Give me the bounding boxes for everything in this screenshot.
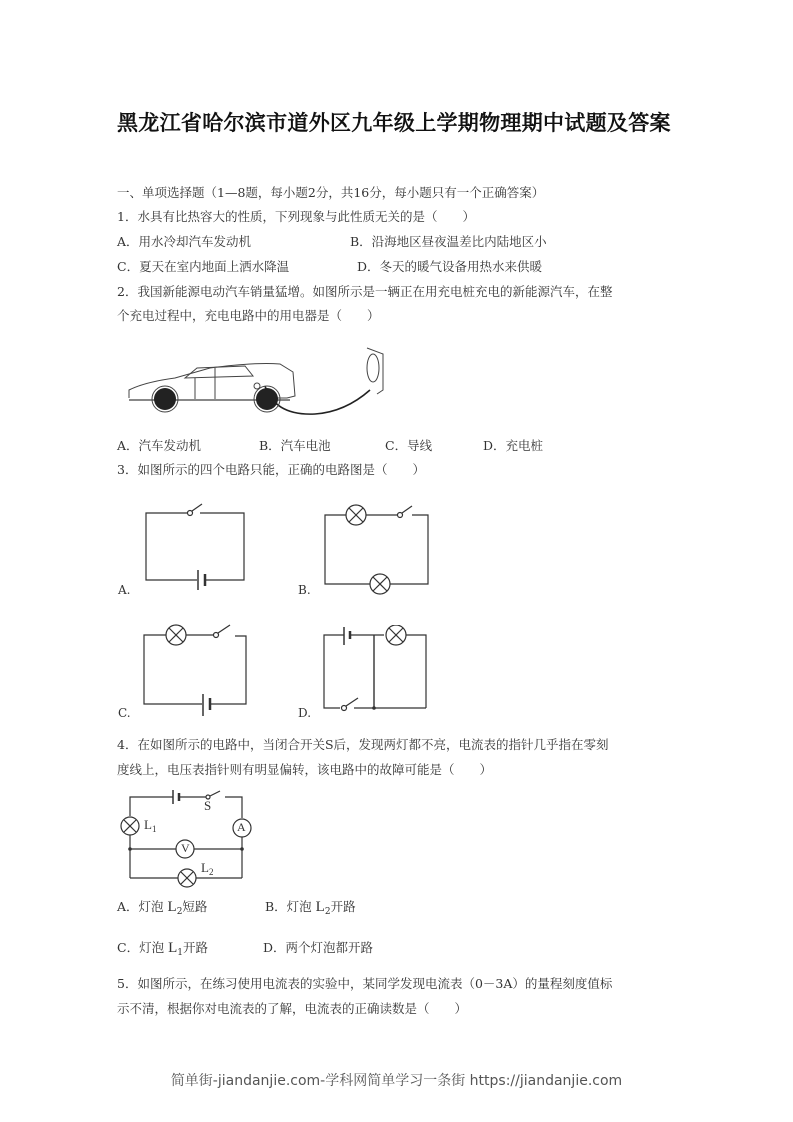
section-heading: 一、单项选择题（1—8题，每小题2分，共16分，每小题只有一个正确答案） <box>117 185 545 200</box>
question-2-option-c: C．导线 <box>385 438 433 453</box>
question-1-option-c: C．夏天在室内地面上洒水降温 <box>117 259 290 274</box>
page-title: 黑龙江省哈尔滨市道外区九年级上学期物理期中试题及答案 <box>117 111 671 135</box>
question-2-option-a: A．汽车发动机 <box>117 438 202 453</box>
question-1-option-a: A．用水冷却汽车发动机 <box>117 234 252 249</box>
circuit-diagram-c <box>140 620 255 720</box>
question-1-option-b: B．沿海地区昼夜温差比内陆地区小 <box>350 234 547 249</box>
question-4-option-c: C．灯泡 $L_1$开路 <box>117 940 208 958</box>
question-4-stem-line1: 4．在如图所示的电路中，当闭合开关S后，发现两灯都不亮，电流表的指针几乎指在零刻 <box>117 737 609 752</box>
question-1-stem: 1．水具有比热容大的性质，下列现象与此性质无关的是（ ） <box>117 209 475 224</box>
question-3-stem: 3．如图所示的四个电路只能，正确的电路图是（ ） <box>117 462 425 477</box>
question-4-stem-line2: 度线上，电压表指针则有明显偏转，该电路中的故障可能是（ ） <box>117 762 493 777</box>
footer-watermark: 简单街-jiandanjie.com-学科网简单学习一条街 https://jiandanjie.com <box>170 1073 623 1089</box>
lamp-l1-label: $L_1$ <box>144 817 157 834</box>
question-4-option-b: B．灯泡 $L_2$开路 <box>265 899 356 917</box>
circuit-diagram-q4 <box>118 788 258 888</box>
circuit-b-label: B. <box>298 583 311 597</box>
question-5-stem-line2: 示不清，根据你对电流表的了解，电流表的正确读数是（ ） <box>117 1001 468 1016</box>
circuit-diagram-d <box>320 625 435 720</box>
lamp-l2-label: $L_2$ <box>201 860 214 877</box>
question-5-stem-line1: 5．如图所示，在练习使用电流表的实验中，某同学发现电流表（0－3A）的量程刻度值标 <box>117 976 613 991</box>
circuit-diagram-b <box>320 500 440 600</box>
question-1-option-d: D．冬天的暖气设备用热水来供暖 <box>357 259 543 274</box>
ammeter-label-a: A <box>237 820 246 834</box>
question-2-option-d: D．充电桩 <box>483 438 544 453</box>
question-4-option-a: A．灯泡 $L_2$短路 <box>117 899 208 917</box>
car-charging-illustration <box>115 338 415 428</box>
question-2-stem-line2: 个充电过程中，充电电路中的用电器是（ ） <box>117 308 380 323</box>
circuit-a-label: A. <box>118 583 131 597</box>
switch-label-s: S <box>204 798 212 813</box>
question-2-option-b: B．汽车电池 <box>259 438 331 453</box>
circuit-c-label: C. <box>118 706 131 720</box>
voltmeter-label-v: V <box>181 841 190 855</box>
circuit-diagram-a <box>140 500 255 595</box>
question-4-option-d: D．两个灯泡都开路 <box>263 940 374 955</box>
circuit-d-label: D. <box>298 706 312 720</box>
question-2-stem-line1: 2．我国新能源电动汽车销量猛增。如图所示是一辆正在用充电桩充电的新能源汽车，在整 <box>117 284 613 299</box>
